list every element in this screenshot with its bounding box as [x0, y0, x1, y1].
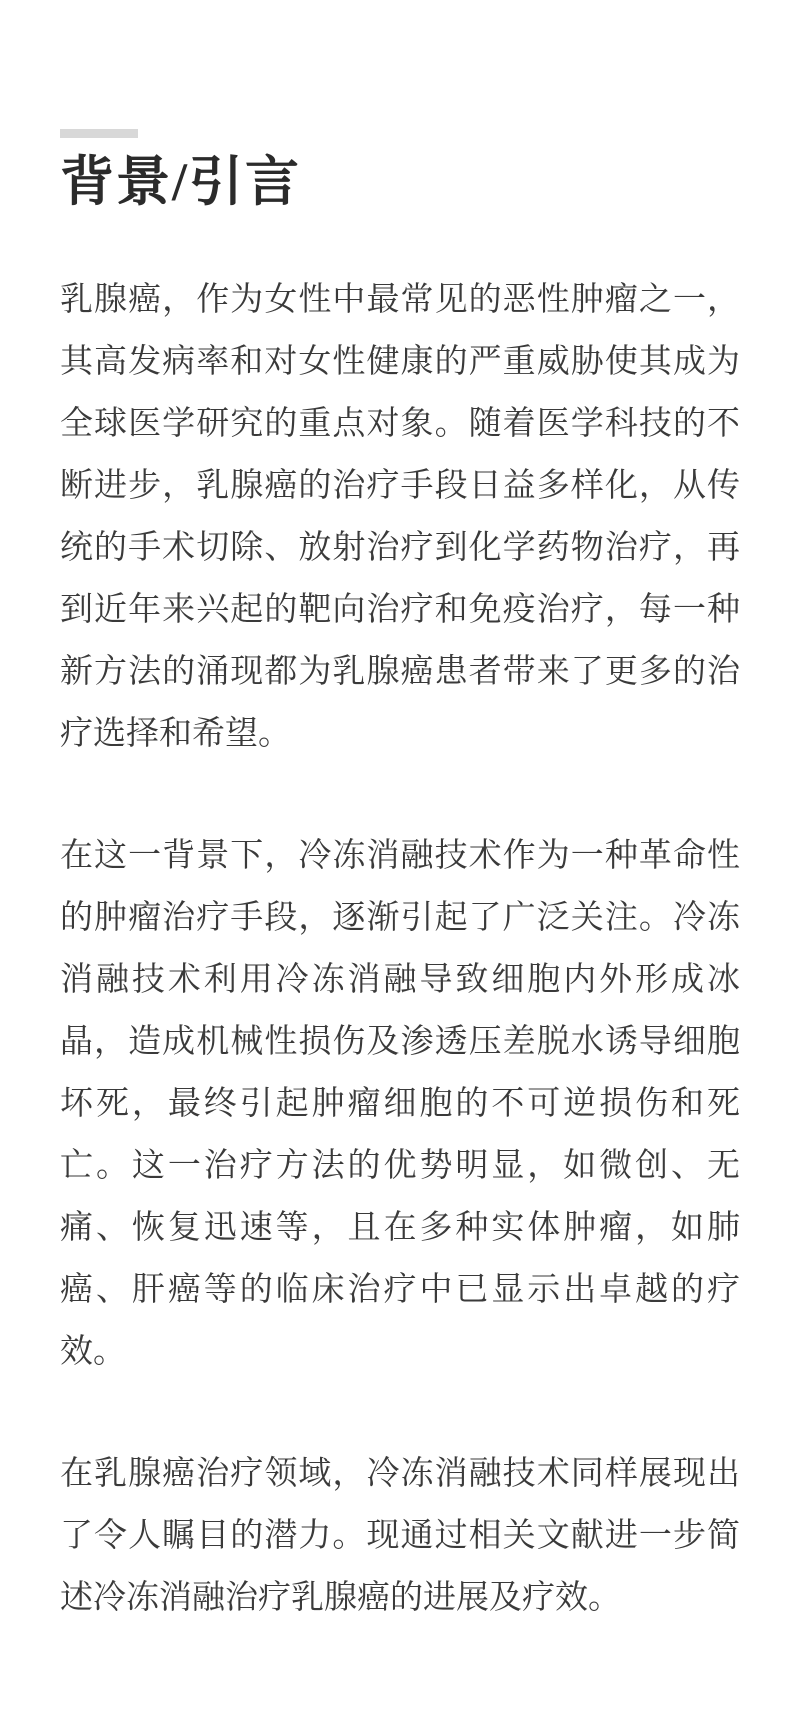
text-line: 消融技术利用冷冻消融导致细胞内外形成冰	[60, 960, 740, 997]
text-line: 坏死，最终引起肿瘤细胞的不可逆损伤和死	[60, 1084, 740, 1121]
text-line: 统的手术切除、放射治疗到化学药物治疗，再	[60, 528, 740, 565]
section-accent-bar	[60, 129, 138, 138]
article-body	[60, 268, 740, 1628]
text-line: 断进步，乳腺癌的治疗手段日益多样化，从传	[60, 466, 740, 503]
text-line: 在这一背景下，冷冻消融技术作为一种革命性	[60, 836, 740, 873]
text-line: 到近年来兴起的靶向治疗和免疫治疗，每一种	[60, 590, 740, 627]
text-line: 乳腺癌，作为女性中最常见的恶性肿瘤之一，	[60, 280, 740, 317]
paragraph	[60, 824, 740, 1382]
text-line: 晶，造成机械性损伤及渗透压差脱水诱导细胞	[60, 1022, 740, 1059]
page-title: 背景/引言	[60, 152, 302, 212]
paragraph	[60, 268, 740, 764]
text-line: 效。	[60, 1332, 126, 1369]
text-line: 述冷冻消融治疗乳腺癌的进展及疗效。	[60, 1578, 621, 1615]
text-line: 全球医学研究的重点对象。随着医学科技的不	[60, 404, 740, 441]
text-line: 疗选择和希望。	[60, 714, 291, 751]
text-line: 在乳腺癌治疗领域，冷冻消融技术同样展现出	[60, 1454, 740, 1491]
text-line: 亡。这一治疗方法的优势明显，如微创、无	[60, 1146, 740, 1183]
text-line: 癌、肝癌等的临床治疗中已显示出卓越的疗	[60, 1270, 740, 1307]
text-line: 了令人瞩目的潜力。现通过相关文献进一步简	[60, 1516, 740, 1553]
text-line: 新方法的涌现都为乳腺癌患者带来了更多的治	[60, 652, 740, 689]
text-line: 其高发病率和对女性健康的严重威胁使其成为	[60, 342, 740, 379]
paragraph	[60, 1442, 740, 1628]
text-line: 痛、恢复迅速等，且在多种实体肿瘤，如肺	[60, 1208, 740, 1245]
text-line: 的肿瘤治疗手段，逐渐引起了广泛关注。冷冻	[60, 898, 740, 935]
